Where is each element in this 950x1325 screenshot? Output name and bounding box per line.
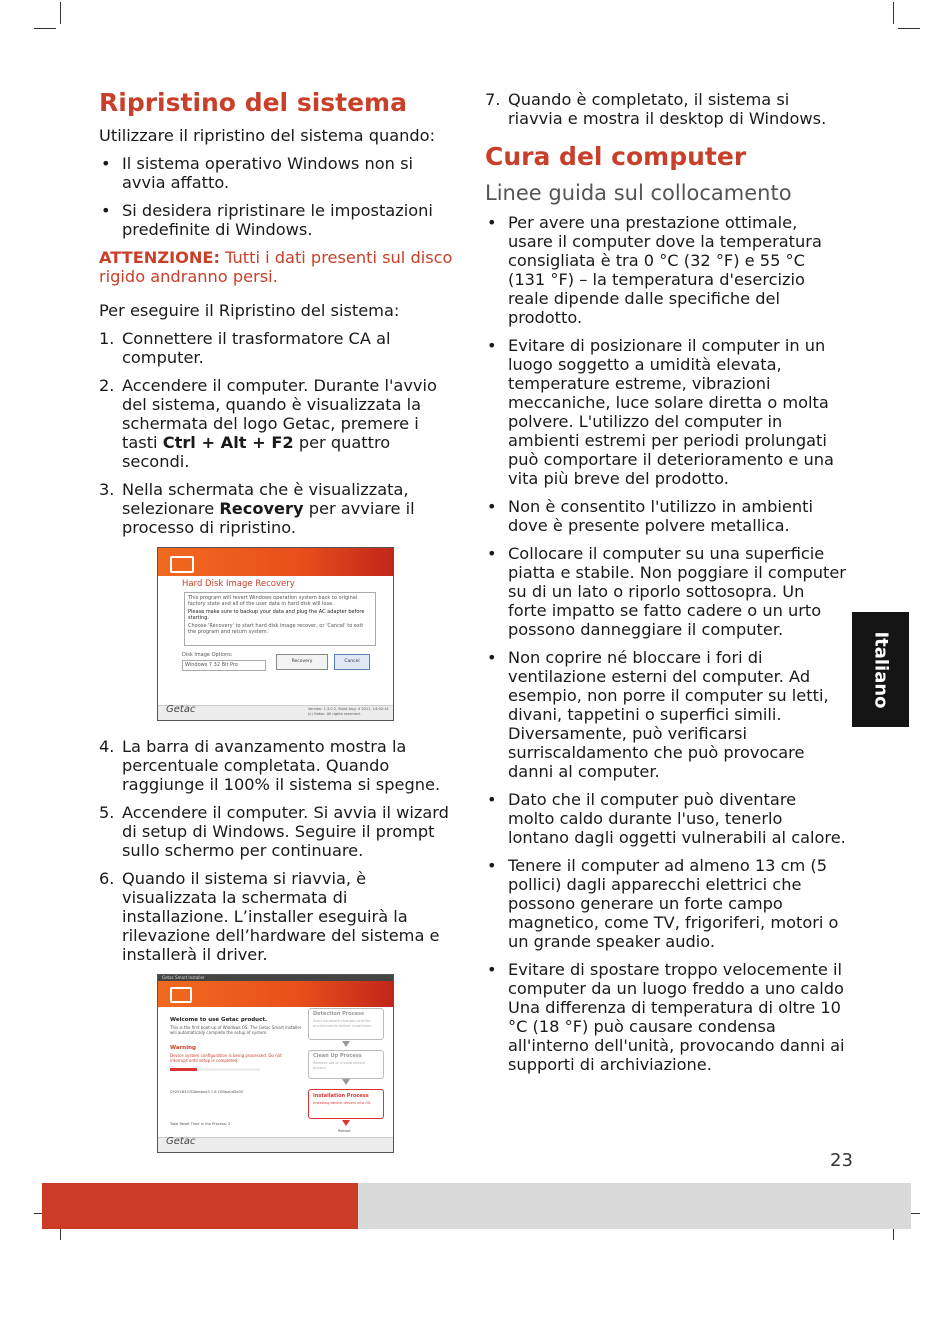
warning-note [99,248,459,286]
warning-text: Tutti i dati presenti sul disco rigido andranno persi. [99,248,453,286]
list-item: • Collocare il computer su una superficie piatta e stabile. Non poggiare il computer su di un lato o riporlo sottosopra. Un forte impatto se fatto cadere o un urto possono danneggiare il computer. [487,544,846,639]
left-column [99,88,459,1169]
bullet-icon: • [101,154,111,173]
screenshot-title: Hard Disk Image Recovery [182,579,295,589]
screenshot-footer [158,1137,393,1152]
step-item: 2. Accendere il computer. Durante l'avvio del sistema, quando è visualizzata la schermata del logo Getac, premere i tasti Ctrl + Alt + F2 per quattro secondi. [99,376,437,471]
process-step-detection: Detection Process Scan hardware changes and file environments before installation. [308,1008,384,1040]
info-box: This program will revert Windows operation system back to original factory state and all of the user data in hard disk will lose. Please make sure to backup your data and plug the AC adapter before starting. Choose 'Recovery' to start hard disk image recover, or 'Cancel' to exit the program and return system. [184,592,376,646]
bullet-icon: • [487,497,497,516]
subsection-title-placement: Linee guida sul collocamento [485,181,792,205]
list-item: • Non coprire né bloccare i fori di ventilazione esterni del computer. Ad esempio, non porre il computer su letti, divani, tappetini o superfici simili. Diversamente, può verificarsi surriscaldamento che può provocare danni al computer. [487,648,829,781]
bullet-icon: • [487,336,497,355]
bullet-icon: • [487,544,497,563]
list-item: • Per avere una prestazione ottimale, usare il computer dove la temperatura consigliata è tra 0 °C (32 °F) e 55 °C (131 °F) – la temperatura d'esercizio reale dipende dalle specifiche del prodotto. [487,213,822,327]
step-item: 1. Connettere il trasformatore CA al computer. [99,329,391,367]
recovery-button[interactable]: Recovery [276,654,328,670]
list-item: • Dato che il computer può diventare molto caldo durante l'uso, tenerlo lontano dagli oggetti vulnerabili al calore. [487,790,846,847]
options-label: Disk Image Options: [182,652,233,658]
laptop-icon [170,556,194,573]
recovery-conditions-list [99,154,459,239]
step-item: 3. Nella schermata che è visualizzata, selezionare Recovery per avviare il processo di ripristino. [99,480,415,537]
arrow-down-icon [342,1041,350,1047]
progress-fill [170,1068,197,1071]
recovery-steps-list-end [485,90,847,128]
getac-logo: Getac [166,1136,196,1147]
process-step-installation: Installation Process Installing device drivers into OS. [308,1089,384,1119]
recovery-steps-list [99,329,459,537]
step-item: 7. Quando è completato, il sistema si riavvia e mostra il desktop di Windows. [485,90,827,128]
welcome-title: Welcome to use Getac product. [170,1017,268,1023]
recovery-steps-list-continued [99,737,459,964]
titlebar: Getac Smart Installer [158,975,393,981]
arrow-down-icon [342,1120,350,1126]
recovery-screenshot [157,547,394,721]
intro-text: Utilizzare il ripristino del sistema quando: [99,126,436,145]
page-number: 23 [830,1150,853,1171]
version-text: Version: 1.3.0.2, Build Aug. 4 2011, 14:02:41 (c) Getac. All rights reserved. [308,707,389,716]
progress-bar [170,1068,260,1071]
steps-intro: Per eseguire il Ripristino del sistema: [99,301,400,320]
bullet-icon: • [487,790,497,809]
list-item: • Evitare di spostare troppo velocemente il computer da un luogo freddo a uno caldo Una differenza di temperatura di oltre 10 °C (18 °F) può causare condensa all'interno dell'unità, provocando danni ai supporti di archiviazione. [487,960,845,1074]
crop-mark [893,2,894,24]
step-item: 6. Quando il sistema si riavvia, è visualizzata la schermata di installazione. L’installer eseguirà la rilevazione dell’hardware del sistema e installerà il driver. [99,869,440,964]
section-title-recovery: Ripristino del sistema [99,88,407,117]
footer-bar [358,1183,911,1229]
language-tab [852,612,909,727]
bullet-icon: • [101,201,111,220]
list-item: • Tenere il computer ad almeno 13 cm (5 pollici) dagli apparecchi elettrici che possono generare un forte campo magnetico, come TV, frigoriferi, motori o un grande speaker audio. [487,856,839,951]
step-item: 4. La barra di avanzamento mostra la percentuale completata. Quando raggiunge il 100% il sistema si spegne. [99,737,441,794]
bullet-icon: • [487,960,497,979]
right-column [485,90,847,1083]
placement-guidelines-list [485,213,847,1074]
installer-screenshot: Getac Smart Installer Welcome to use Getac product. This is the first boot-up of Windows OS. The Getac Smart Installer will automatically complete the setup of system. Warning Device system configuration is being processed. Do not interrupt until setup is completed. C9291B337DAbeba43 1.6 CB9ba0d0a00 Total Reset Time in the Process: 2 Detection Process Scan hardware changes and file environments before installation. Clean Up Process Remove old or invalid device drivers. Installation Process Installing device drivers into OS. Reboot Getac [157,974,394,1153]
screenshot-footer [158,705,393,720]
process-step-cleanup: Clean Up Process Remove old or invalid device drivers. [308,1050,384,1079]
recovery-keyword: Recovery [219,499,304,518]
getac-logo: Getac [166,704,196,715]
bullet-icon: • [487,213,497,232]
crop-mark [60,2,61,24]
bullet-icon: • [487,648,497,667]
warning-label: ATTENZIONE: [99,248,220,267]
list-item: • Evitare di posizionare il computer in un luogo soggetto a umidità elevata, temperature estreme, vibrazioni meccaniche, luce solare diretta o molta polvere. L'utilizzo del computer in ambienti estremi per periodi prolungati può comportare il deterioramento e una vita più breve del prodotto. [487,336,834,488]
step-item: 5. Accendere il computer. Si avvia il wizard di setup di Windows. Seguire il prompt sullo schermo per continuare. [99,803,449,860]
cancel-button[interactable]: Cancel [334,654,370,670]
list-item: • Si desidera ripristinare le impostazioni predefinite di Windows. [101,201,433,239]
bullet-icon: • [487,856,497,875]
list-item: • Non è consentito l'utilizzo in ambienti dove è presente polvere metallica. [487,497,813,535]
list-item: • Il sistema operativo Windows non si avvia affatto. [101,154,414,192]
screenshot-banner [158,981,393,1007]
key-combo: Ctrl + Alt + F2 [162,433,294,452]
arrow-down-icon [342,1079,350,1085]
warning-title: Warning [170,1045,196,1051]
language-tab-label: Italiano [870,630,891,709]
disk-image-select[interactable]: Windows 7 32 Bit Pro [182,660,266,671]
footer-bar-accent [42,1183,358,1229]
laptop-icon [170,987,192,1003]
crop-mark [34,28,56,29]
crop-mark [898,28,920,29]
section-title-care: Cura del computer [485,142,747,171]
